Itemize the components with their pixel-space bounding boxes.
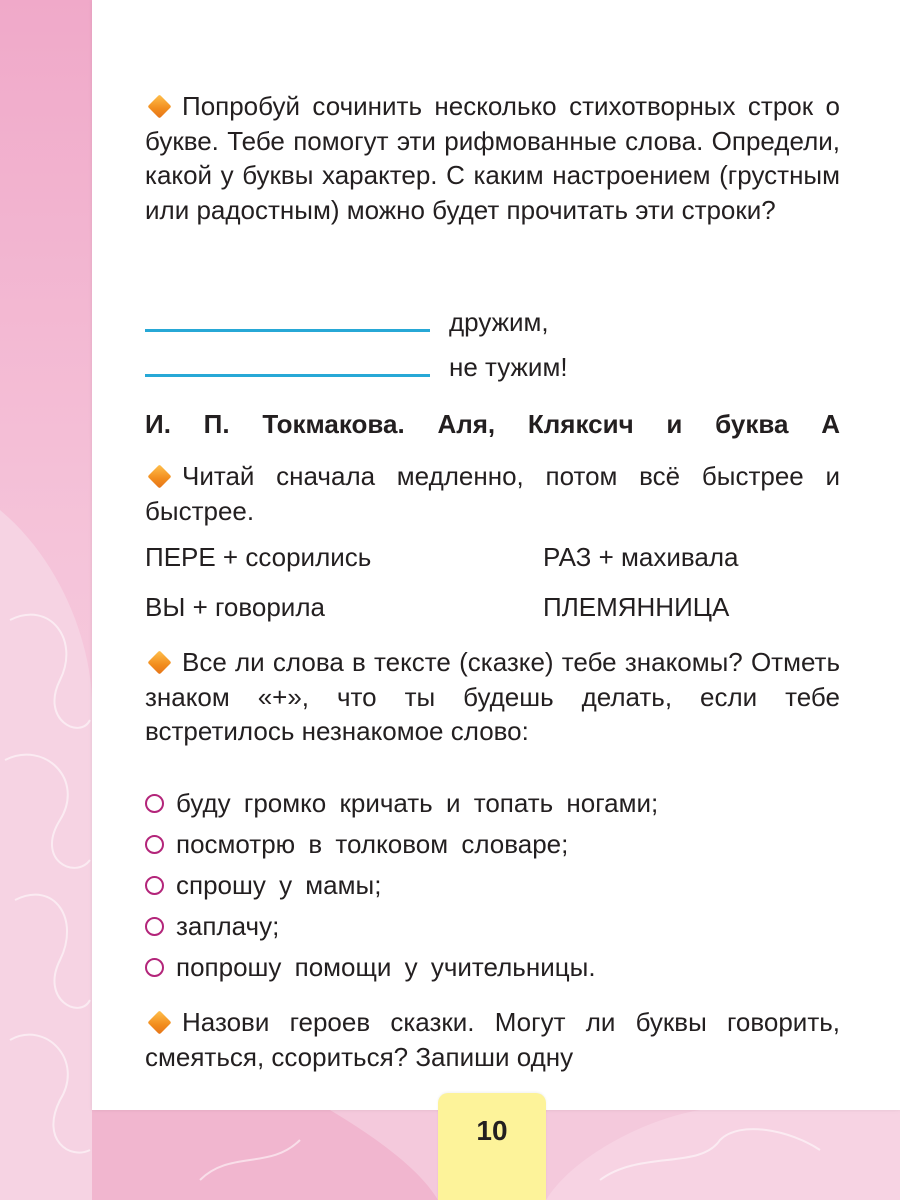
story-heading: И. П. Токмакова. Аля, Кляксич и буква А [145, 409, 840, 439]
task-name-characters: Назови героев сказки. Могут ли буквы говорить, смеяться, ссориться? Запиши одну [145, 1007, 840, 1072]
task-diamond-icon [147, 651, 171, 675]
task-read-aloud: Читай сначала медленно, потом всё быстрее и быстрее. [145, 461, 840, 526]
word-part-1: ПЕРЕ + ссорились [145, 542, 372, 572]
option-item: буду громко кричать и топать ногами; [145, 787, 658, 819]
option-item: посмотрю в толковом словаре; [145, 828, 568, 860]
word-part-2: РАЗ + махивала [543, 542, 739, 572]
rhyme-word-2: не тужим! [449, 352, 568, 382]
task-diamond-icon [147, 95, 171, 119]
option-item: спрошу у мамы; [145, 869, 381, 901]
word-part-4: ПЛЕМЯННИЦА [543, 592, 730, 622]
option-circle-checkbox[interactable] [145, 794, 164, 813]
page-number-tab [438, 1093, 546, 1200]
option-item: попрошу помощи у учительницы. [145, 951, 596, 983]
task-diamond-icon [147, 1011, 171, 1035]
answer-line-2[interactable] [145, 374, 430, 377]
option-item: заплачу; [145, 910, 279, 942]
task-diamond-icon [147, 465, 171, 489]
page-number: 10 [476, 1115, 508, 1146]
option-circle-checkbox[interactable] [145, 958, 164, 977]
option-circle-checkbox[interactable] [145, 835, 164, 854]
answer-line-1[interactable] [145, 329, 430, 332]
rhyme-word-1: дружим, [449, 307, 549, 337]
option-circle-checkbox[interactable] [145, 876, 164, 895]
word-part-3: ВЫ + говорила [145, 592, 325, 622]
option-circle-checkbox[interactable] [145, 917, 164, 936]
task-compose-poem: Попробуй сочинить несколько стихотворных строк о букве. Тебе помогут эти рифмованные слова. Определи, какой у буквы характер. С каким настроением (грустным или радостным) можно будет прочитать эти строки? [145, 91, 840, 225]
task-unknown-words: Все ли слова в тексте (сказке) тебе знакомы? Отметь знаком «+», что ты будешь делать, если тебе встретилось незнакомое слово: [145, 647, 840, 746]
